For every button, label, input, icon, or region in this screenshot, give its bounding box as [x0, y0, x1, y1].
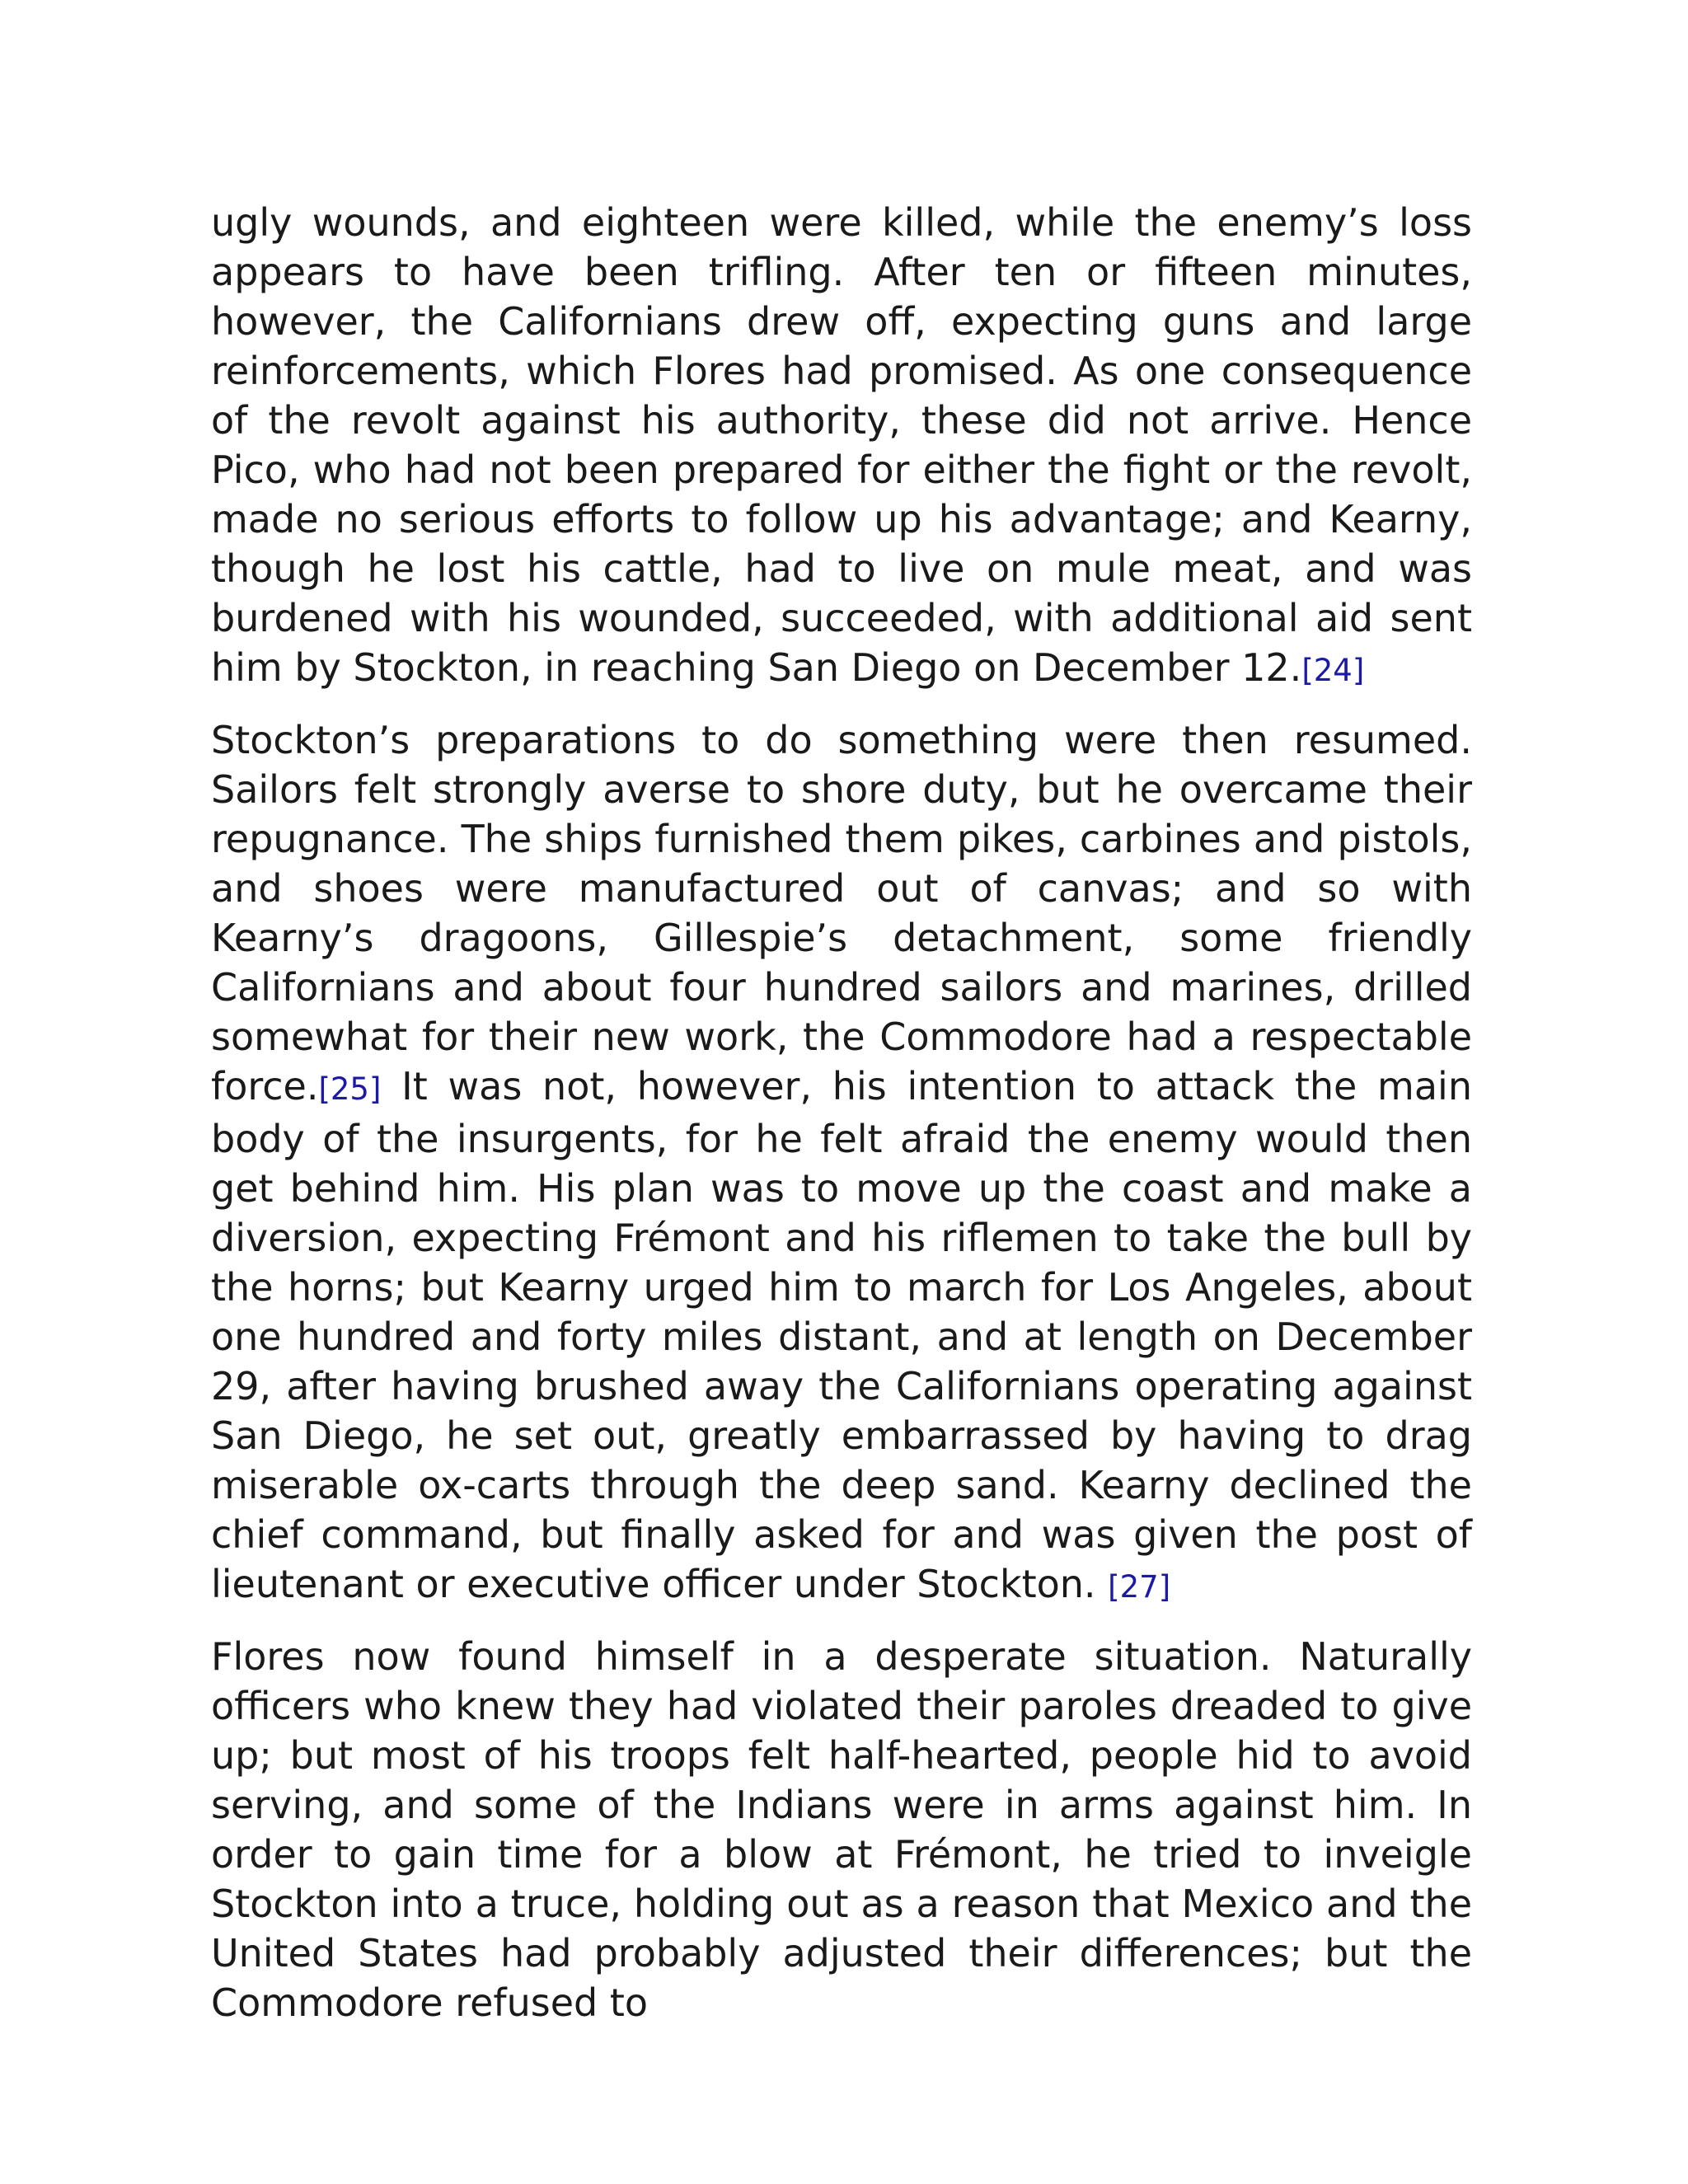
footnote-link-25[interactable]: [25]: [318, 1071, 382, 1107]
footnote-link-24[interactable]: [24]: [1301, 653, 1365, 688]
paragraph-text: Flores now found himself in a desperate situation. Naturally officers who knew they had violated their paroles dreaded to give up; but most of his troops felt half-hearted, people hid to avoid serving, and some of the Indians were in arms against him. In order to gain time for a blow at Frémont, he tried to inveigle Stockton into a truce, holding out as a reason that Mexico and the United States had probably adjusted their differences; but the Commodore refused to: [211, 1634, 1472, 2025]
paragraph-3: [211, 1632, 1472, 2027]
paragraph-1: [211, 198, 1472, 696]
footnote-link-27[interactable]: [27]: [1108, 1569, 1171, 1605]
page-body: [211, 198, 1472, 2047]
paragraph-text: It was not, however, his intention to attack the main body of the insurgents, for he felt afraid the enemy would then get behind him. His plan was to move up the coast and make a diversion, expecting Frémont and his riflemen to take the bull by the horns; but Kearny urged him to march for Los Angeles, about one hundred and forty miles distant, and at length on December 29, after having brushed away the Californians operating against San Diego, he set out, greatly embarrassed by having to drag miserable ox-carts through the deep sand. Kearny declined the chief command, but finally asked for and was given the post of lieutenant or executive officer under Stockton.: [211, 1064, 1472, 1606]
paragraph-text: Stockton’s preparations to do something were then resumed. Sailors felt strongly averse to shore duty, but he overcame their repugnance. The ships furnished them pikes, carbines and pistols, and shoes were manufactured out of canvas; and so with Kearny’s dragoons, Gillespie’s detachment, some friendly Californians and about four hundred sailors and marines, drilled somewhat for their new work, the Commodore had a respectable force.: [211, 718, 1472, 1108]
paragraph-2: [211, 715, 1472, 1612]
paragraph-text: ugly wounds, and eighteen were killed, while the enemy’s loss appears to have been trifling. After ten or fifteen minutes, however, the Californians drew off, expecting guns and large reinforcements, which Flores had promised. As one consequence of the revolt against his authority, these did not arrive. Hence Pico, who had not been prepared for either the fight or the revolt, made no serious efforts to follow up his advantage; and Kearny, though he lost his cattle, had to live on mule meat, and was burdened with his wounded, succeeded, with additional aid sent him by Stockton, in reaching San Diego on December 12.: [211, 200, 1472, 690]
